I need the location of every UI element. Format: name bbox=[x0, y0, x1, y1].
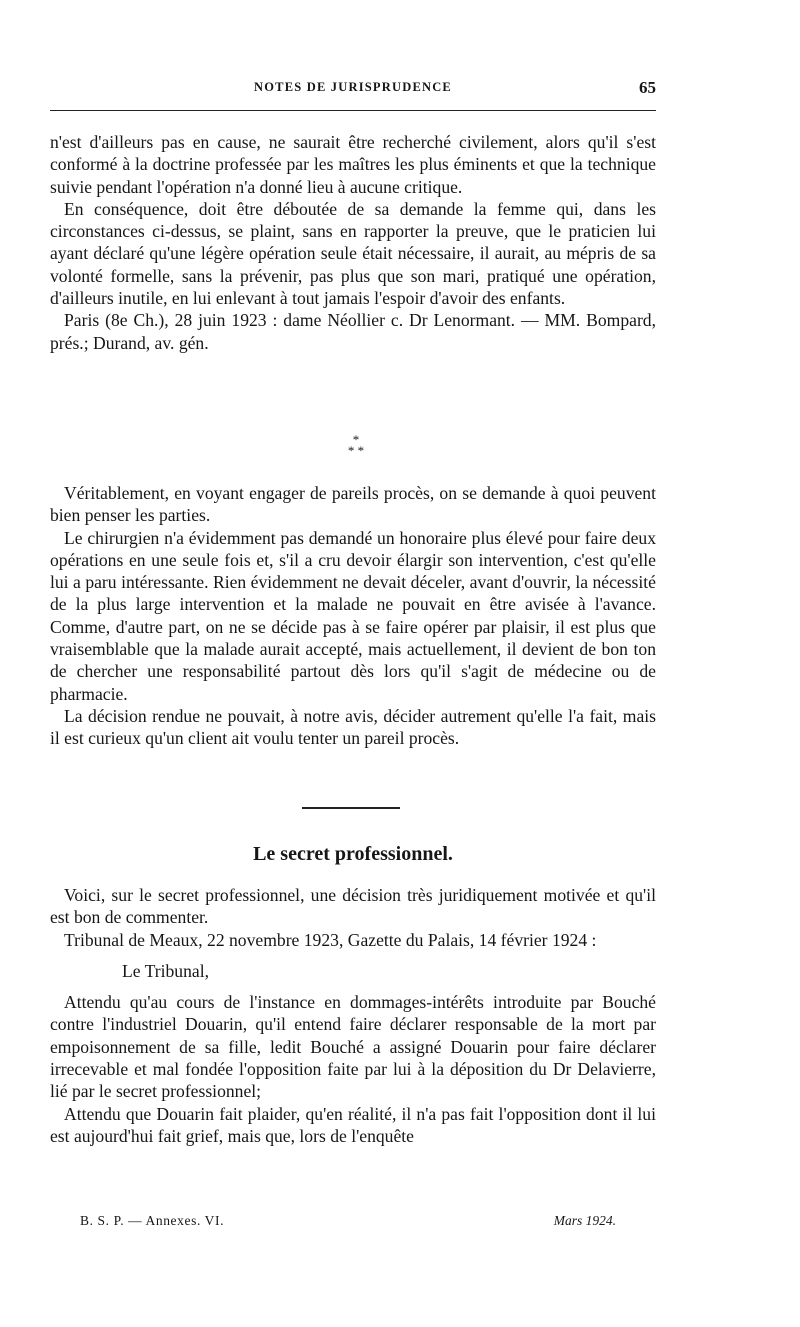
asterism-text: * * * bbox=[347, 432, 365, 458]
page-number: 65 bbox=[639, 78, 656, 97]
running-title: NOTES DE JURISPRUDENCE bbox=[254, 80, 452, 94]
page-footer bbox=[80, 1213, 616, 1233]
section-divider bbox=[302, 807, 400, 809]
paragraph: La décision rendue ne pouvait, à notre avis, décider autrement qu'elle l'a fait, mais il est curieux qu'un client ait voulu tenter un pareil procès. bbox=[50, 705, 656, 749]
paragraph: Voici, sur le secret professionnel, une décision très juridiquement motivée et qu'il est bon de commenter. bbox=[50, 885, 656, 928]
footer-date: Mars 1924. bbox=[553, 1213, 616, 1228]
footer-publication: B. S. P. — Annexes. VI. bbox=[80, 1213, 225, 1228]
judgment-summary bbox=[50, 131, 656, 354]
page-header bbox=[50, 80, 656, 100]
commentary bbox=[50, 482, 656, 750]
paragraph: Le Tribunal, bbox=[122, 960, 209, 981]
paragraph: Le chirurgien n'a évidemment pas demandé un honoraire plus élevé pour faire deux opérations en une seule fois et, s'il a cru devoir élargir son intervention, c'est qu'elle lui a paru intéressante. Rien évidemment ne devait déceler, avant d'ouvrir, la nécessité de la plus large intervention et la malade ne pouvait en être avisée à l'avance. Comme, d'autre part, on ne se décide pas à se faire opérer par plaisir, il est plus que vraisemblable que la malade aurait accepté, mais actuellement, il devient de bon ton de chercher une responsabilité partout dès lors qu'il s'agit de médecine ou de pharmacie. bbox=[50, 527, 656, 704]
paragraph: n'est d'ailleurs pas en cause, ne saurait être recherché civilement, alors qu'il s'est conformé à la doctrine professée par les maîtres les plus éminents et que la technique suivie pendant l'opération n'a donné lieu à aucune critique. bbox=[50, 132, 656, 197]
paragraph: Attendu qu'au cours de l'instance en dommages-intérêts introduite par Bouché contre l'industriel Douarin, qu'il entend faire déclarer responsable de la mort par empoisonnement de sa fille, ledit Bouché a assigné Douarin pour faire déclarer irrecevable et mal fondée l'opposition faite par lui à la déposition du Dr Delavierre, lié par le secret professionnel; bbox=[50, 992, 656, 1102]
paragraph: En conséquence, doit être déboutée de sa demande la femme qui, dans les circonstances ci-dessus, se plaint, sans en rapporter la preuve, que le praticien lui ayant déclaré qu'une légère opération seule était nécessaire, il aurait, au mépris de sa volonté formelle, sans la prévenir, pas plus que son mari, pratiqué une opération, d'ailleurs inutile, en lui enlevant à tout jamais l'espoir d'avoir des enfants. bbox=[50, 198, 656, 309]
paragraph: Tribunal de Meaux, 22 novembre 1923, Gazette du Palais, 14 février 1924 : bbox=[64, 929, 597, 950]
citation: Paris (8e Ch.), 28 juin 1923 : dame Néollier c. Dr Lenormant. — MM. Bompard, prés.; Durand, av. gén. bbox=[50, 310, 656, 353]
section-title: Le secret professionnel. bbox=[253, 843, 453, 865]
paragraph: Véritablement, en voyant engager de pareils procès, on se demande à quoi peuvent bien penser les parties. bbox=[50, 483, 656, 526]
asterism bbox=[336, 434, 376, 464]
header-rule bbox=[50, 110, 656, 111]
section-body bbox=[50, 884, 656, 1147]
paragraph: Attendu que Douarin fait plaider, qu'en réalité, il n'a pas fait l'opposition dont il lui est aujourd'hui fait grief, mais que, lors de l'enquête bbox=[50, 1103, 656, 1146]
